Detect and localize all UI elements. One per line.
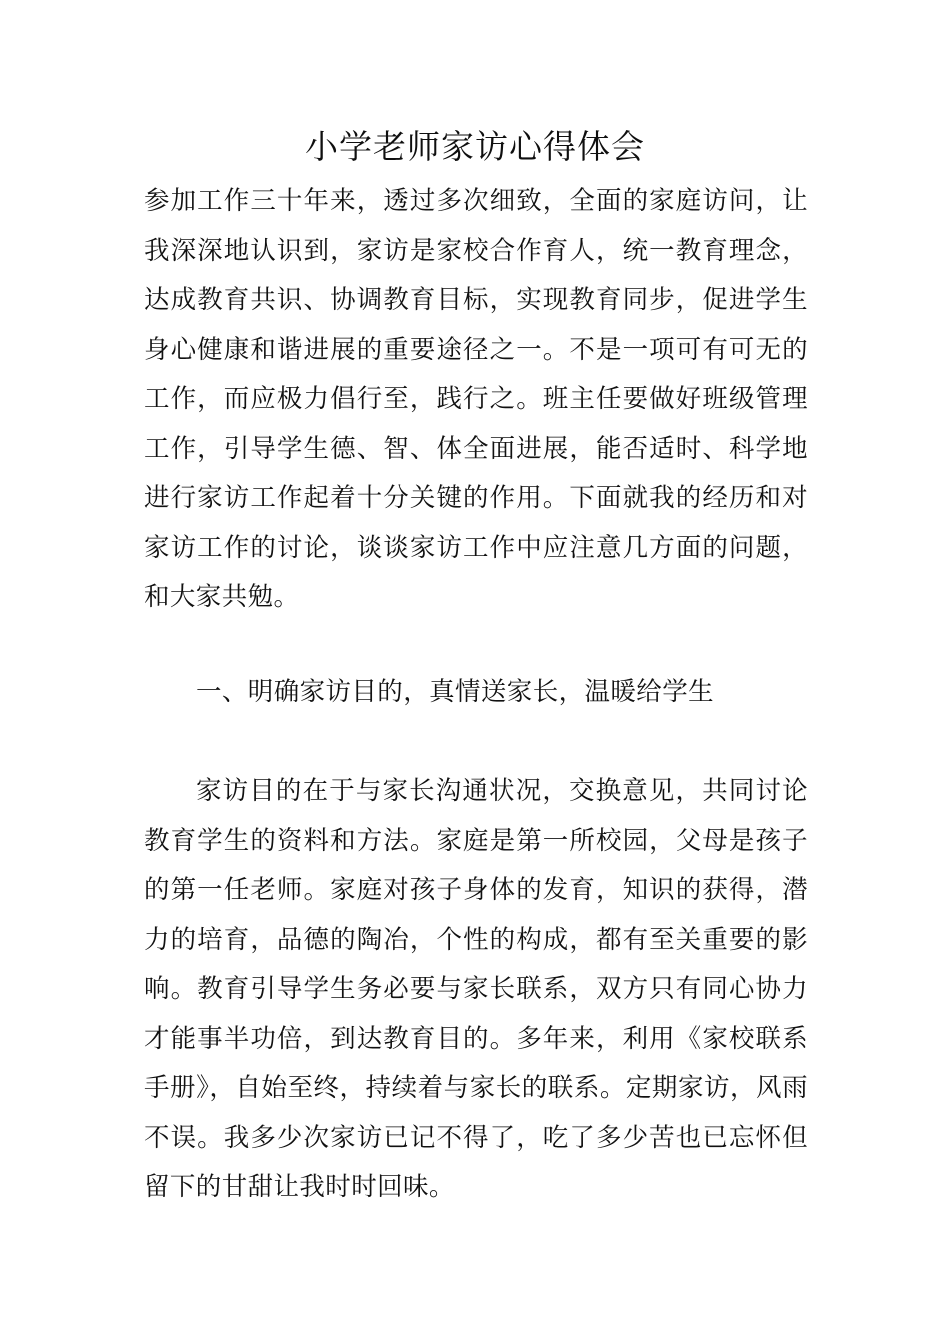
section-paragraph: 家访目的在于与家长沟通状况，交换意见，共同讨论教育学生的资料和方法。家庭是第一所校园，父母是孩子的第一任老师。家庭对孩子身体的发育，知识的获得，潜力的培育，品德的陶冶，个性的构成，都有至关重要的影响。教育引导学生务必要与家长联系，双方只有同心协力才能事半功倍，到达教育目的。多年来，利用《家校联系手册》，自始至终，持续着与家长的联系。定期家访，风雨不误。我多少次家访已记不得了，吃了多少苦也已忘怀但留下的甘甜让我时时回味。 bbox=[144, 776, 808, 1202]
document-body bbox=[144, 177, 808, 1213]
intro-paragraph: 参加工作三十年来，透过多次细致，全面的家庭访问，让我深深地认识到，家访是家校合作育人，统一教育理念，达成教育共识、协调教育目标，实现教育同步，促进学生身心健康和谐进展的重要途径之一。不是一项可有可无的工作，而应极力倡行至，践行之。班主任要做好班级管理工作，引导学生德、智、体全面进展，能否适时、科学地进行家访工作起着十分关键的作用。下面就我的经历和对家访工作的讨论，谈谈家访工作中应注意几方面的问题，和大家共勉。 bbox=[144, 186, 808, 612]
document-title: 小学老师家访心得体会 bbox=[305, 127, 645, 166]
section-heading: 一、明确家访目的，真情送家长，温暖给学生 bbox=[196, 676, 715, 707]
